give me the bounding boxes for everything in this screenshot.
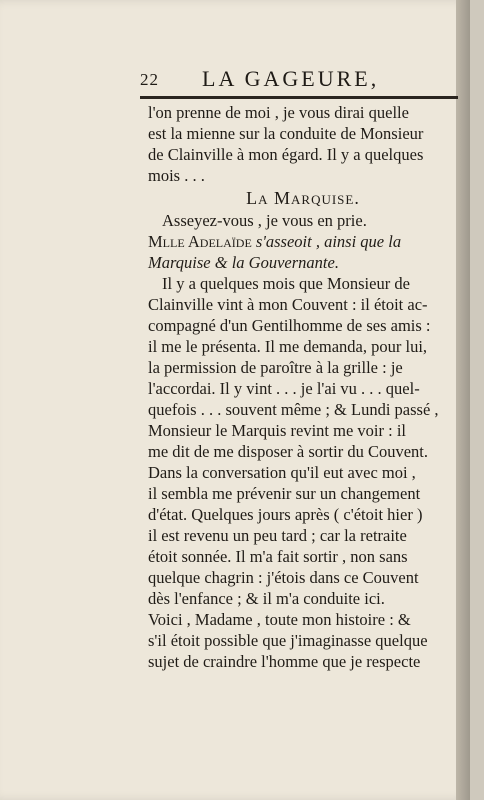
header-rule: [140, 96, 458, 99]
text-line: la permission de paroître à la grille : je: [148, 358, 403, 377]
text-line: étoit sonnée. Il m'a fait sortir , non sans: [148, 547, 408, 566]
text-line: Asseyez-vous , je vous en prie.: [162, 211, 367, 230]
character-name: Mlle Adelaïde: [148, 232, 252, 251]
stage-direction: s'asseoit , ainsi que la: [251, 232, 402, 251]
page-number: 22: [140, 70, 159, 89]
text-line: l'accordai. Il y vint . . . je l'ai vu . . . quel-: [148, 379, 420, 398]
text-line: il sembla me prévenir sur un changement: [148, 484, 421, 503]
text-line: dès l'enfance ; & il m'a conduite ici.: [148, 589, 385, 608]
running-title: LA GAGEURE,: [202, 66, 380, 91]
text-line: de Clainville à mon égard. Il y a quelques: [148, 145, 424, 164]
text-line: compagné d'un Gentilhomme de ses amis :: [148, 316, 431, 335]
text-line: est la mienne sur la conduite de Monsieur: [148, 124, 424, 143]
page-body: [148, 102, 458, 672]
text-line: Voici , Madame , toute mon histoire : &: [148, 610, 411, 629]
text-line: d'état. Quelques jours après ( c'étoit hier ): [148, 505, 423, 524]
text-line: Clainville vint à mon Couvent : il étoit ac-: [148, 295, 428, 314]
text-line: sujet de craindre l'homme que je respecte: [148, 652, 421, 671]
stage-direction-line: [148, 231, 458, 252]
page-edge: [456, 0, 470, 800]
text-line: Il y a quelques mois que Monsieur de: [162, 274, 410, 293]
text-line: il me le présenta. Il me demanda, pour lui,: [148, 337, 428, 356]
text-line: quelque chagrin : j'étois dans ce Couvent: [148, 568, 419, 587]
text-line: Monsieur le Marquis revint me voir : il: [148, 421, 406, 440]
speaker-heading: La Marquise.: [246, 188, 360, 208]
stage-direction: Marquise & la Gouvernante.: [148, 253, 339, 272]
text-line: me dit de me disposer à sortir du Couvent.: [148, 442, 428, 461]
text-line: Dans la conversation qu'il eut avec moi ,: [148, 463, 416, 482]
running-header: [140, 66, 460, 96]
text-line: quefois . . . souvent même ; & Lundi passé ,: [148, 400, 439, 419]
text-line: mois . . .: [148, 166, 205, 185]
text-line: s'il étoit possible que j'imaginasse quelque: [148, 631, 428, 650]
text-line: il est revenu un peu tard ; car la retraite: [148, 526, 407, 545]
text-line: l'on prenne de moi , je vous dirai quelle: [148, 103, 409, 122]
